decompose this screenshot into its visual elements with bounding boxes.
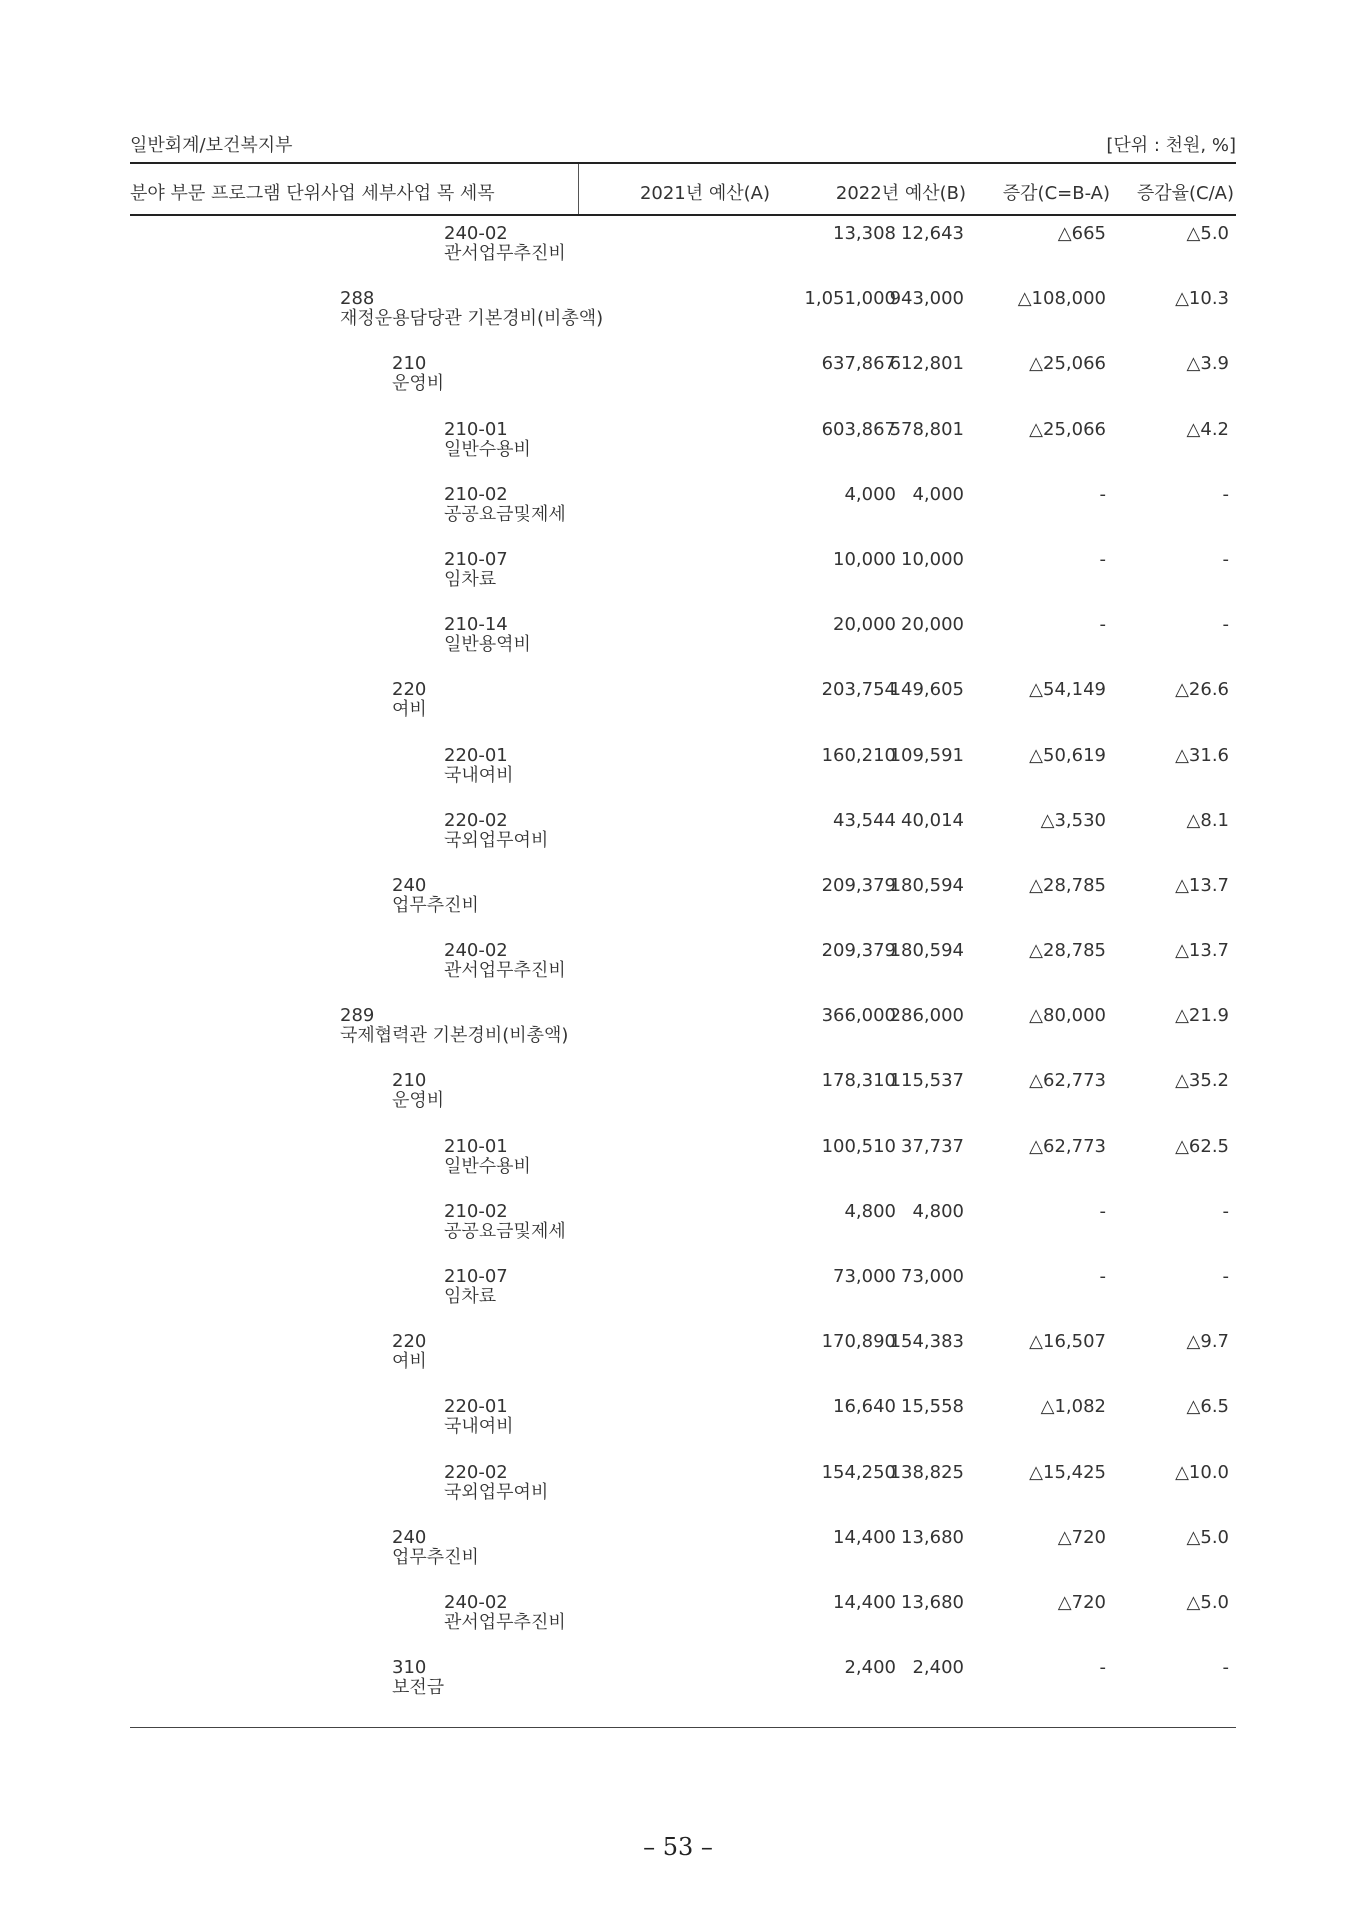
row-label (392, 1658, 444, 1698)
table-row (130, 676, 1236, 741)
row-name: 일반용역비 (444, 634, 531, 656)
table-row (130, 416, 1236, 481)
row-code: 288 (340, 288, 375, 310)
cell-change: △720 (1057, 1526, 1106, 1548)
row-label (444, 485, 566, 525)
row-label (444, 1137, 531, 1177)
cell-change-rate: △4.2 (1186, 418, 1229, 440)
table-row (130, 1328, 1236, 1393)
cell-budget-2022: 20,000 (901, 614, 964, 636)
cell-budget-2021: 4,000 (844, 483, 896, 505)
table-row (130, 807, 1236, 872)
cell-change: - (1099, 483, 1106, 505)
cell-budget-2022: 138,825 (889, 1461, 964, 1483)
cell-change-rate: △10.0 (1175, 1461, 1229, 1483)
cell-change: △62,773 (1029, 1070, 1106, 1092)
cell-budget-2021: 1,051,000 (804, 288, 896, 310)
row-code: 210-14 (444, 614, 508, 636)
cell-change-rate: △26.6 (1175, 679, 1229, 701)
cell-budget-2022: 73,000 (901, 1266, 964, 1287)
row-label (392, 680, 427, 720)
table-row (130, 1393, 1236, 1458)
cell-change: △50,619 (1029, 744, 1106, 766)
cell-budget-2022: 180,594 (889, 940, 964, 962)
row-name: 국제협력관 기본경비(비총액) (340, 1025, 569, 1047)
table-row (130, 285, 1236, 350)
page-number: – 53 – (643, 1833, 713, 1861)
cell-budget-2021: 43,544 (833, 809, 896, 831)
cell-change: - (1099, 1657, 1106, 1679)
cell-budget-2022: 2,400 (912, 1657, 964, 1679)
cell-budget-2022: 10,000 (901, 548, 964, 570)
cell-budget-2022: 154,383 (889, 1331, 964, 1353)
row-label (444, 811, 548, 851)
cell-budget-2022: 37,737 (901, 1135, 964, 1157)
cell-budget-2022: 15,558 (901, 1396, 964, 1418)
cell-change-rate: △31.6 (1175, 744, 1229, 766)
row-name: 일반수용비 (444, 1155, 531, 1177)
cell-change-rate: △10.3 (1175, 288, 1229, 310)
table-row (130, 1524, 1236, 1589)
cell-budget-2021: 14,400 (833, 1591, 896, 1613)
cell-change-rate: △35.2 (1175, 1070, 1229, 1092)
cell-budget-2021: 14,400 (833, 1526, 896, 1548)
table-row (130, 937, 1236, 1002)
cell-budget-2021: 154,250 (821, 1461, 896, 1483)
row-code: 210 (392, 1070, 427, 1092)
cell-budget-2021: 4,800 (844, 1200, 896, 1222)
cell-change: △720 (1057, 1591, 1106, 1613)
cell-budget-2021: 160,210 (821, 744, 896, 766)
table-row (130, 1654, 1236, 1719)
cell-budget-2021: 10,000 (833, 548, 896, 570)
row-name: 국내여비 (444, 1416, 514, 1438)
row-name: 관서업무추진비 (444, 1611, 566, 1633)
row-code: 310 (392, 1657, 427, 1679)
cell-change: △80,000 (1029, 1005, 1106, 1027)
cell-change: △3,530 (1040, 809, 1106, 831)
account-label: 일반회계/보건복지부 (130, 135, 293, 156)
row-code: 220-02 (444, 1461, 508, 1483)
cell-change: - (1099, 1200, 1106, 1222)
header-divider (578, 164, 579, 214)
row-name: 국외업무여비 (444, 1481, 549, 1503)
cell-change: △62,773 (1029, 1135, 1106, 1157)
row-code: 220-01 (444, 744, 508, 766)
cell-budget-2021: 209,379 (821, 940, 896, 962)
cell-budget-2021: 16,640 (833, 1396, 896, 1418)
table-row (130, 872, 1236, 937)
budget-table-body (130, 220, 1236, 1719)
cell-change: △15,425 (1029, 1461, 1106, 1483)
row-label (444, 1593, 566, 1633)
cell-change-rate: △5.0 (1186, 1526, 1229, 1548)
cell-change-rate: △21.9 (1175, 1005, 1229, 1027)
header-category: 분야 부문 프로그램 단위사업 세부사업 목 세목 (130, 183, 495, 204)
row-name: 임차료 (444, 1286, 497, 1307)
row-label (444, 1397, 514, 1437)
table-row (130, 1459, 1236, 1524)
row-name: 공공요금및제세 (444, 1220, 566, 1242)
row-label (392, 354, 444, 394)
row-label (392, 1071, 444, 1111)
table-row (130, 546, 1236, 611)
cell-change: △16,507 (1029, 1331, 1106, 1353)
table-row (130, 1067, 1236, 1132)
table-row (130, 481, 1236, 546)
cell-change-rate: △3.9 (1186, 353, 1229, 375)
cell-change-rate: △5.0 (1186, 223, 1229, 244)
cell-change: △28,785 (1029, 940, 1106, 962)
row-name: 운영비 (392, 373, 445, 395)
table-row (130, 1198, 1236, 1263)
row-label (444, 746, 514, 786)
row-code: 240 (392, 1526, 427, 1548)
cell-budget-2022: 286,000 (889, 1005, 964, 1027)
cell-change-rate: - (1222, 614, 1229, 636)
cell-change: - (1099, 548, 1106, 570)
row-name: 임차료 (444, 568, 497, 590)
row-name: 여비 (392, 699, 427, 721)
row-code: 210-02 (444, 1200, 508, 1222)
cell-change-rate: △6.5 (1186, 1396, 1229, 1418)
cell-budget-2021: 170,890 (821, 1331, 896, 1353)
table-row (130, 350, 1236, 415)
table-row (130, 1002, 1236, 1067)
cell-budget-2021: 178,310 (821, 1070, 896, 1092)
row-code: 220-01 (444, 1396, 508, 1418)
row-code: 220 (392, 1331, 427, 1353)
cell-change: - (1099, 1266, 1106, 1287)
header-budget-2021: 2021년 예산(A) (639, 183, 770, 204)
cell-change-rate: △9.7 (1186, 1331, 1229, 1353)
row-label (444, 1463, 548, 1503)
row-code: 210-07 (444, 548, 508, 570)
row-code: 240-02 (444, 940, 508, 962)
row-name: 관서업무추진비 (444, 960, 566, 982)
row-name: 여비 (392, 1351, 427, 1373)
cell-budget-2021: 20,000 (833, 614, 896, 636)
table-row (130, 1263, 1236, 1328)
cell-budget-2021: 366,000 (821, 1005, 896, 1027)
cell-change: △25,066 (1029, 353, 1106, 375)
cell-budget-2021: 2,400 (844, 1657, 896, 1679)
row-label (392, 876, 479, 916)
cell-budget-2022: 13,680 (901, 1591, 964, 1613)
cell-budget-2021: 100,510 (821, 1135, 896, 1157)
row-name: 업무추진비 (392, 894, 479, 916)
row-label (444, 615, 531, 655)
cell-change: △1,082 (1040, 1396, 1106, 1418)
cell-budget-2021: 637,867 (821, 353, 896, 375)
cell-budget-2022: 180,594 (889, 874, 964, 896)
table-header (130, 164, 1236, 214)
cell-budget-2021: 203,754 (821, 679, 896, 701)
cell-change-rate: △13.7 (1175, 940, 1229, 962)
cell-change: △665 (1057, 223, 1106, 244)
cell-change-rate: △62.5 (1175, 1135, 1229, 1157)
row-code: 240-02 (444, 223, 508, 244)
table-row (130, 1589, 1236, 1654)
cell-budget-2022: 4,800 (912, 1200, 964, 1222)
cell-budget-2022: 612,801 (889, 353, 964, 375)
cell-change-rate: △8.1 (1186, 809, 1229, 831)
table-caption (130, 131, 1236, 157)
row-label (340, 1006, 568, 1046)
row-label (392, 1528, 479, 1568)
unit-label: [단위 : 천원, %] (1106, 135, 1236, 156)
row-label (444, 941, 566, 981)
cell-change: △108,000 (1017, 288, 1106, 310)
cell-change: △28,785 (1029, 874, 1106, 896)
cell-change-rate: - (1222, 548, 1229, 570)
header-change: 증감(C=B-A) (1002, 183, 1110, 204)
cell-change: - (1099, 614, 1106, 636)
cell-budget-2022: 115,537 (889, 1070, 964, 1092)
row-name: 보전금 (392, 1677, 445, 1699)
cell-budget-2022: 943,000 (889, 288, 964, 310)
cell-budget-2021: 209,379 (821, 874, 896, 896)
cell-budget-2021: 13,308 (833, 223, 896, 244)
header-change-rate: 증감율(C/A) (1136, 183, 1234, 204)
row-code: 240 (392, 874, 427, 896)
cell-budget-2022: 149,605 (889, 679, 964, 701)
row-code: 210-02 (444, 483, 508, 505)
table-bottom-rule (130, 1727, 1236, 1728)
row-label (444, 420, 531, 460)
row-label (444, 224, 566, 264)
row-name: 관서업무추진비 (444, 243, 566, 264)
cell-change: △25,066 (1029, 418, 1106, 440)
cell-change-rate: - (1222, 1200, 1229, 1222)
row-code: 240-02 (444, 1591, 508, 1613)
cell-budget-2021: 73,000 (833, 1266, 896, 1287)
row-label (340, 289, 603, 329)
row-label (444, 1202, 566, 1242)
row-name: 재정운용담당관 기본경비(비총액) (340, 308, 604, 330)
row-code: 289 (340, 1005, 375, 1027)
table-row (130, 220, 1236, 285)
row-name: 일반수용비 (444, 438, 531, 460)
header-budget-2022: 2022년 예산(B) (835, 183, 966, 204)
cell-budget-2022: 40,014 (901, 809, 964, 831)
row-code: 220-02 (444, 809, 508, 831)
row-name: 공공요금및제세 (444, 503, 566, 525)
row-code: 210-01 (444, 418, 508, 440)
table-row (130, 742, 1236, 807)
row-label (444, 1267, 508, 1307)
row-name: 국내여비 (444, 764, 514, 786)
row-name: 국외업무여비 (444, 829, 549, 851)
row-code: 220 (392, 679, 427, 701)
row-name: 운영비 (392, 1090, 445, 1112)
cell-budget-2022: 109,591 (889, 744, 964, 766)
cell-budget-2022: 578,801 (889, 418, 964, 440)
row-label (392, 1332, 427, 1372)
row-code: 210-07 (444, 1266, 508, 1287)
row-code: 210 (392, 353, 427, 375)
cell-change-rate: △13.7 (1175, 874, 1229, 896)
cell-budget-2022: 13,680 (901, 1526, 964, 1548)
table-row (130, 1133, 1236, 1198)
cell-change-rate: - (1222, 1657, 1229, 1679)
header-bottom-rule (130, 214, 1236, 216)
cell-change-rate: - (1222, 483, 1229, 505)
table-row (130, 611, 1236, 676)
row-label (444, 550, 508, 590)
cell-budget-2022: 4,000 (912, 483, 964, 505)
cell-budget-2021: 603,867 (821, 418, 896, 440)
row-name: 업무추진비 (392, 1546, 479, 1568)
row-code: 210-01 (444, 1135, 508, 1157)
cell-change-rate: - (1222, 1266, 1229, 1287)
cell-change-rate: △5.0 (1186, 1591, 1229, 1613)
cell-change: △54,149 (1029, 679, 1106, 701)
cell-budget-2022: 12,643 (901, 223, 964, 244)
